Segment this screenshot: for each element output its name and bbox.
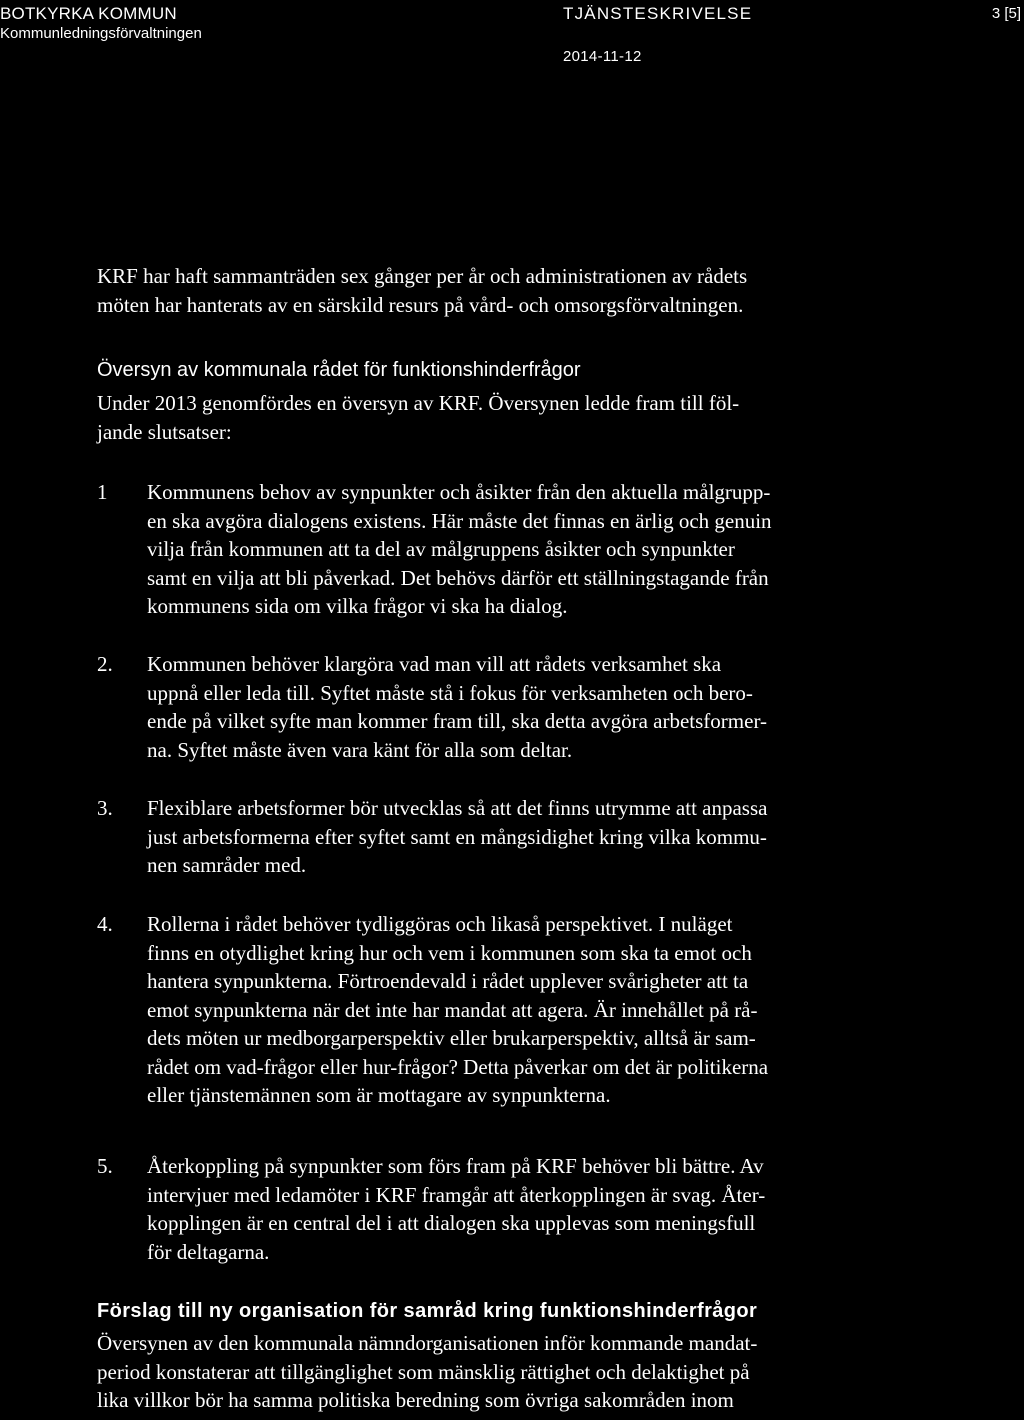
section-heading-review: Översyn av kommunala rådet för funktionshinderfrågor: [97, 359, 581, 381]
conclusion-number: 5.: [97, 1154, 113, 1178]
conclusion-text: Återkoppling på synpunkter som förs fram på KRF behöver bli bättre. Av intervjuer med ledamöter i KRF framgår att återkopplingen är svag. Åter- kopplingen är en central del i att dialogen ska upplevas som meningsfull för deltagarna.: [147, 1154, 766, 1264]
section-review-text: Under 2013 genomfördes en översyn av KRF. Översynen ledde fram till föl- jande slutsatser:: [97, 391, 740, 444]
conclusion-item-1: [97, 478, 917, 621]
conclusion-item-3: [97, 794, 917, 880]
conclusion-text: Rollerna i rådet behöver tydliggöras och likaså perspektivet. I nuläget finns en otydlighet kring hur och vem i kommunen som ska ta emot och hantera synpunkterna. Förtroendevald i rådet upplever svårigheter att ta emot synpunkterna när det inte har mandat att agera. Är innehållet på rå- dets möten ur medborgarperspektiv eller brukarperspektiv, alltså är sam- rådet om vad-frågor eller hur-frågor? Detta påverkar om det är politikerna eller tjänstemännen som är mottagare av synpunkterna.: [147, 912, 769, 1107]
document-date: 2014-11-12: [563, 48, 642, 65]
organization-name: BOTKYRKA KOMMUN: [0, 4, 177, 23]
conclusion-text: Kommunen behöver klargöra vad man vill att rådets verksamhet ska uppnå eller leda till. Syftet måste stå i fokus för verksamheten och bero- ende på vilket syfte man kommer fram till, ska detta avgöra arbetsformer- na. Syftet måste även vara känt för alla som deltar.: [147, 652, 768, 762]
document-type: TJÄNSTESKRIVELSE: [563, 4, 753, 23]
conclusion-item-5: [97, 1152, 917, 1266]
section-proposal-text: Översynen av den kommunala nämndorganisationen inför kommande mandat- period konstaterar att tillgänglighet som mänsklig rättighet och delaktighet på lika villkor bör ha samma politiska beredning som övriga sakområden inom: [97, 1331, 758, 1412]
conclusion-number: 3.: [97, 796, 113, 820]
department-name: Kommunledningsförvaltningen: [0, 25, 202, 42]
page-number: 3 [5]: [991, 5, 1021, 22]
conclusion-text: Kommunens behov av synpunkter och åsikter från den aktuella målgrupp- en ska avgöra dialogens existens. Här måste det finnas en ärlig och genuin vilja från kommunen att ta del av målgruppens åsikter och synpunkter samt en vilja att bli påverkad. Det behövs därför ett ställningstagande från kommunens sida om vilka frågor vi ska ha dialog.: [147, 480, 772, 618]
conclusion-number: 2.: [97, 652, 113, 676]
conclusion-item-2: [97, 650, 917, 764]
conclusion-number: 1: [97, 480, 108, 504]
conclusion-text: Flexiblare arbetsformer bör utvecklas så att det finns utrymme att anpassa just arbetsformerna efter syftet samt en mångsidighet kring vilka kommu- nen samråder med.: [147, 796, 768, 877]
conclusion-number: 4.: [97, 912, 113, 936]
section-heading-proposal: Förslag till ny organisation för samråd kring funktionshinderfrågor: [97, 1300, 758, 1322]
intro-paragraph: KRF har haft sammanträden sex gånger per år och administrationen av rådets möten har hanterats av en särskild resurs på vård- och omsorgsförvaltningen.: [97, 264, 748, 317]
conclusion-item-4: [97, 910, 917, 1110]
